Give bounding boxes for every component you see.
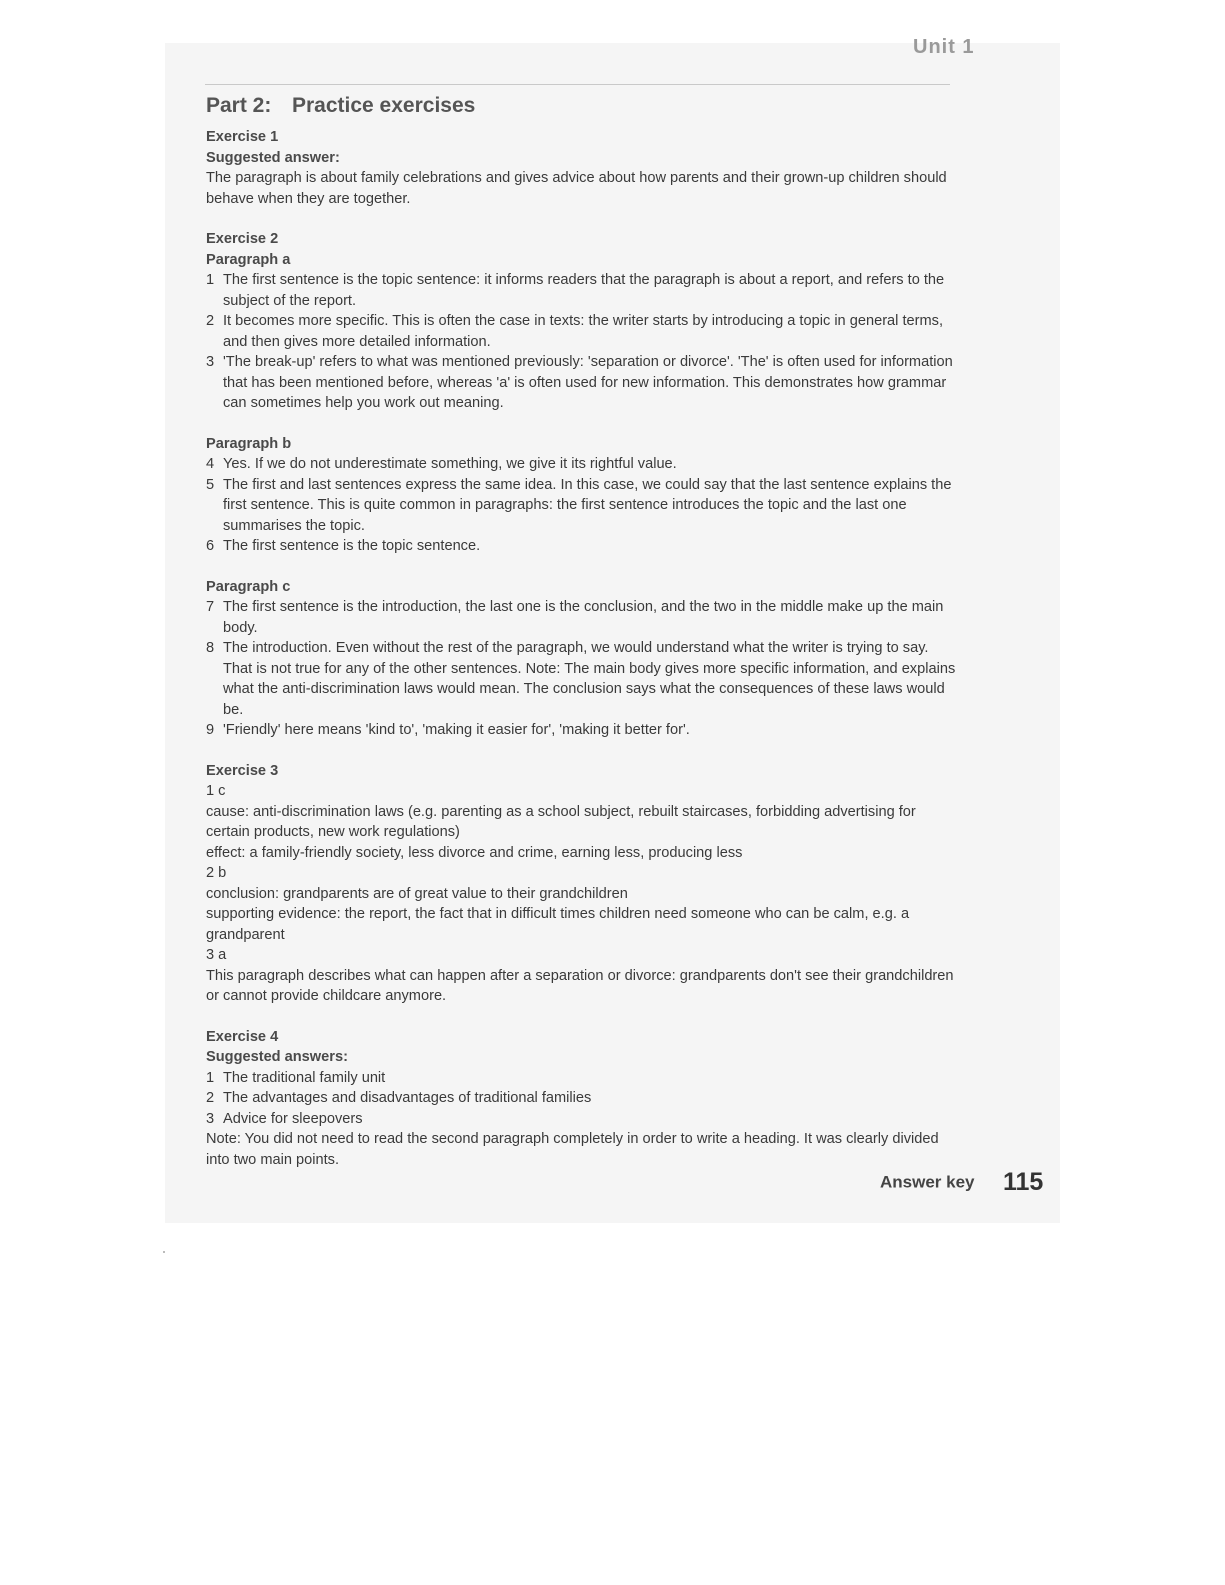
header-rule	[205, 84, 950, 85]
exercise-2-title: Exercise 2	[206, 231, 279, 247]
list-item	[206, 1109, 956, 1130]
exercise-4-title: Exercise 4	[206, 1028, 279, 1045]
exercise-3-line: conclusion: grandparents are of great value to their grandchildren	[206, 885, 628, 902]
paragraph-c-heading: Paragraph c	[206, 578, 291, 595]
list-item	[206, 311, 956, 352]
list-item	[206, 638, 956, 720]
item-text: The introduction. Even without the rest of the paragraph, we would understand what the writer is trying to say. That is not true for any of the other sentences. Note: The main body gives more specific information, and explains what the anti-discrimination laws would mean. The conclusion says what the consequences of these laws would be.	[223, 640, 956, 718]
item-number: 4	[206, 456, 215, 472]
item-number: 2	[206, 313, 215, 329]
item-text: 'Friendly' here means 'kind to', 'making it easier for', 'making it better for'.	[223, 722, 690, 738]
list-item	[206, 270, 956, 311]
list-item	[206, 1088, 956, 1109]
exercise-1-answer: The paragraph is about family celebrations and gives advice about how parents and their grown-up children should behave when they are together.	[206, 170, 947, 207]
item-text: It becomes more specific. This is often the case in texts: the writer starts by introducing a topic in general terms, and then gives more detailed information.	[223, 313, 944, 350]
item-number: 6	[206, 538, 215, 554]
item-number: 1	[206, 272, 215, 288]
list-item	[206, 597, 956, 638]
part-number: Part 2:	[206, 94, 272, 117]
page-title	[206, 92, 956, 120]
unit-label: Unit 1	[913, 36, 975, 58]
exercise-1-subtitle: Suggested answer:	[206, 149, 340, 166]
paragraph-a-heading: Paragraph a	[206, 251, 291, 268]
item-number: 3	[206, 354, 215, 370]
item-number: 5	[206, 476, 215, 493]
item-text: The first sentence is the topic sentence.	[223, 538, 481, 554]
item-number: 7	[206, 599, 215, 615]
paragraph-b-heading: Paragraph b	[206, 435, 292, 452]
item-text: The first sentence is the introduction, the last one is the conclusion, and the two in the middle make up the main body.	[223, 599, 944, 636]
item-number: 9	[206, 722, 215, 738]
exercise-3-line: effect: a family-friendly society, less divorce and crime, earning less, producing less	[206, 844, 743, 861]
exercise-3-line: 2 b	[206, 865, 227, 881]
item-text: The advantages and disadvantages of traditional families	[223, 1090, 592, 1106]
exercise-4-subtitle: Suggested answers:	[206, 1049, 348, 1065]
item-text: Advice for sleepovers	[223, 1110, 363, 1127]
exercise-3-line: This paragraph describes what can happen after a separation or divorce: grandparents don't see their grandchildren or cannot provide childcare anymore.	[206, 967, 954, 1004]
exercise-3-line: cause: anti-discrimination laws (e.g. parenting as a school subject, rebuilt staircases, forbidding advertising for certain products, new work regulations)	[206, 803, 916, 840]
scan-speck	[163, 1251, 165, 1253]
exercise-3-title: Exercise 3	[206, 762, 279, 779]
page-number: 115	[1002, 1168, 1044, 1196]
list-item	[206, 475, 956, 537]
item-text: The first sentence is the topic sentence: it informs readers that the paragraph is about a report, and refers to the subject of the report.	[223, 272, 945, 309]
page-footer	[880, 1168, 1043, 1197]
list-item	[206, 1068, 956, 1089]
item-number: 8	[206, 640, 215, 656]
list-item	[206, 352, 956, 414]
exercise-3-line: supporting evidence: the report, the fact that in difficult times children need someone who can be calm, e.g. a grandparent	[206, 906, 910, 943]
exercise-3-line: 3 a	[206, 947, 227, 963]
item-number: 3	[206, 1110, 215, 1127]
list-item	[206, 536, 956, 557]
exercise-1-title: Exercise 1	[206, 129, 279, 145]
list-item	[206, 720, 956, 741]
part-title-text: Practice exercises	[292, 94, 476, 117]
footer-label: Answer key	[880, 1172, 975, 1192]
item-number: 1	[206, 1069, 215, 1086]
item-text: The traditional family unit	[223, 1069, 386, 1086]
list-item	[206, 454, 956, 475]
item-text: Yes. If we do not underestimate something, we give it its rightful value.	[223, 456, 677, 472]
item-text: The first and last sentences express the same idea. In this case, we could say that the last sentence explains the first sentence. This is quite common in paragraphs: the first sentence introduces the topic and the last one summarises the topic.	[223, 476, 952, 534]
document-body	[206, 92, 956, 1170]
item-text: 'The break-up' refers to what was mentioned previously: 'separation or divorce'. 'The' is often used for information that has been mentioned before, whereas 'a' is often used for new information. This demonstrates how grammar can sometimes help you work out meaning.	[223, 354, 953, 411]
exercise-3-line: 1 c	[206, 783, 226, 799]
item-number: 2	[206, 1090, 215, 1106]
exercise-4-note: Note: You did not need to read the second paragraph completely in order to write a heading. It was clearly divided into two main points.	[206, 1131, 939, 1168]
